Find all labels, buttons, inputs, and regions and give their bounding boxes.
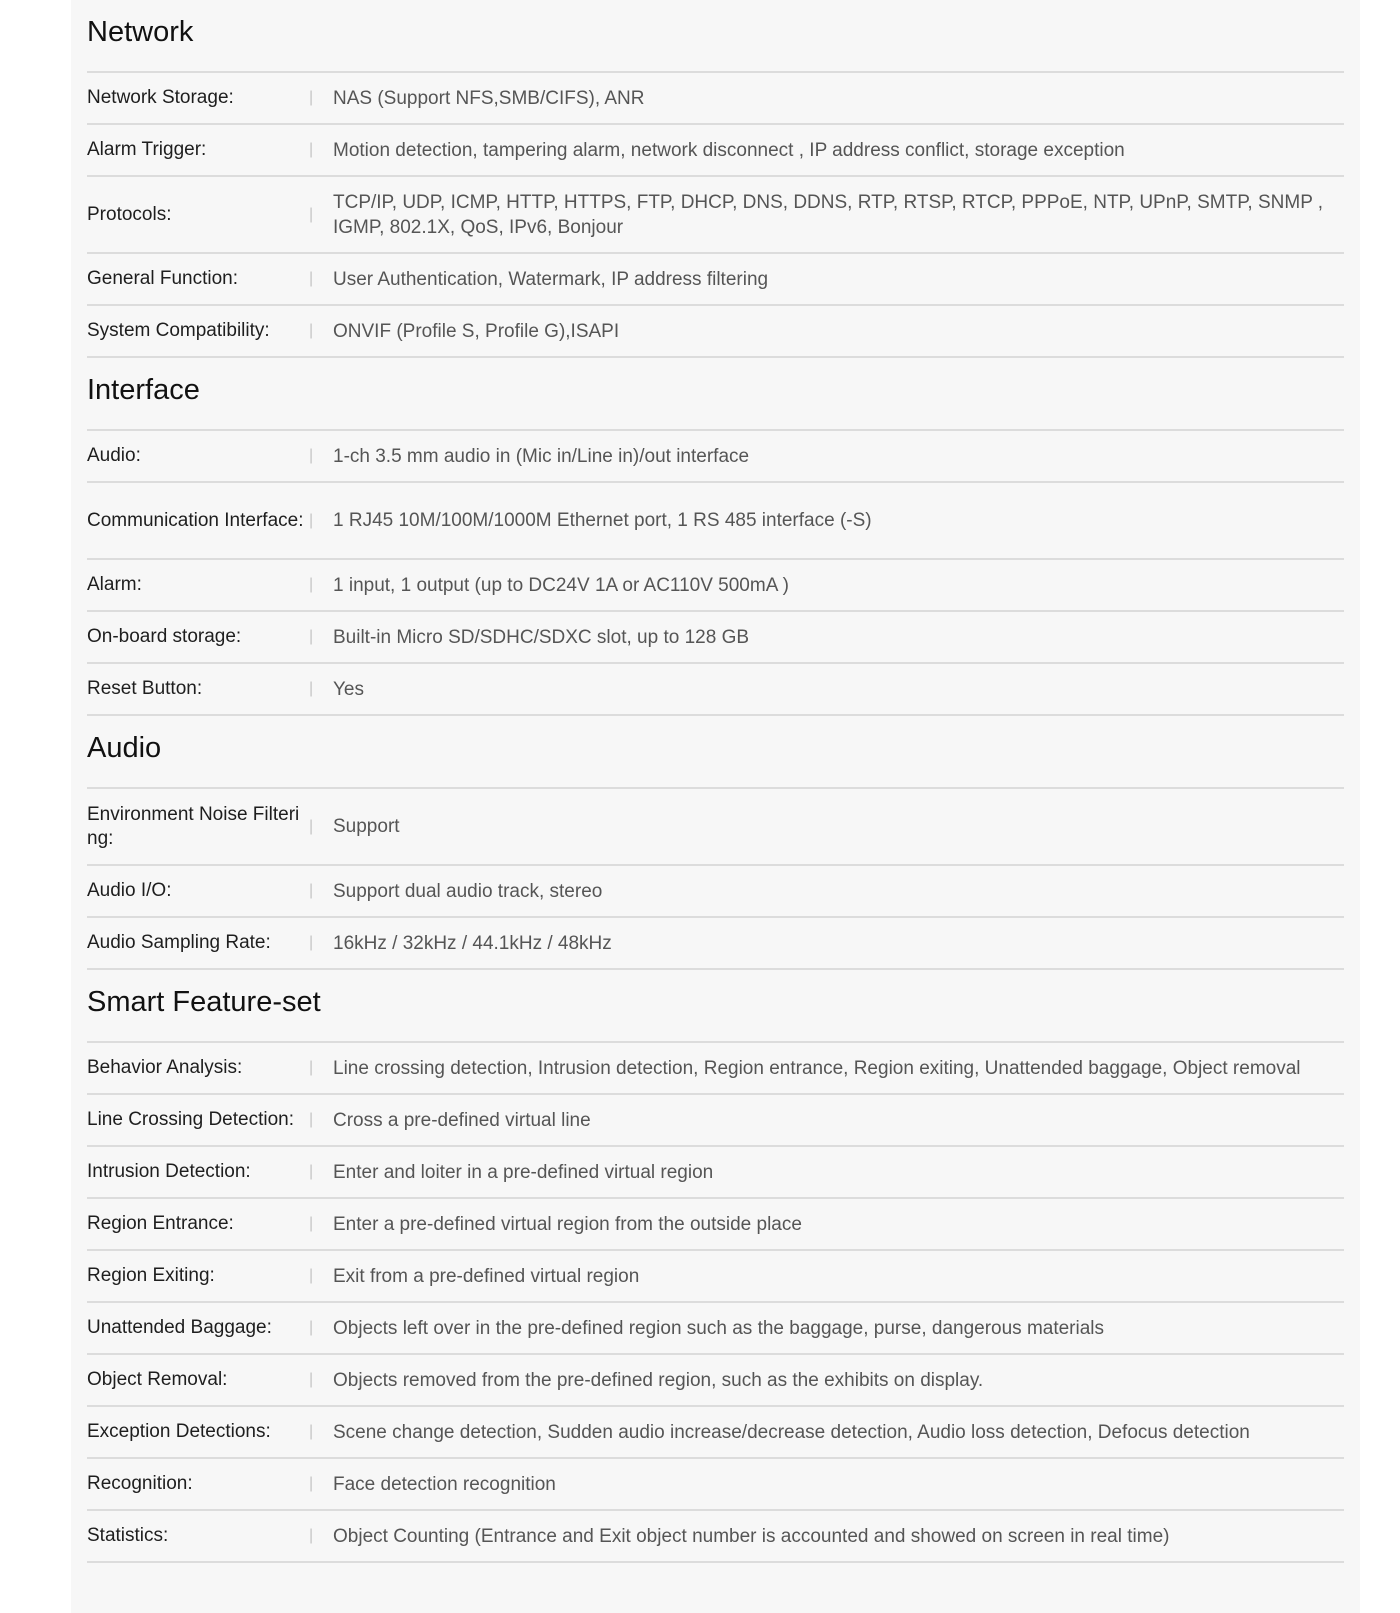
spec-label: Environment Noise Filtering: [87, 803, 300, 849]
separator: | [309, 205, 314, 223]
spec-label: Protocols: [87, 203, 172, 225]
separator: | [309, 1371, 314, 1388]
spec-value: 1 input, 1 output (up to DC24V 1A or AC110V 500mA ) [333, 574, 789, 596]
spec-label: Audio Sampling Rate: [87, 932, 271, 953]
spec-row-system-compatibility [87, 306, 1344, 358]
spec-value: NAS (Support NFS,SMB/CIFS), ANR [333, 87, 645, 109]
spec-value: 1-ch 3.5 mm audio in (Mic in/Line in)/out interface [333, 445, 750, 467]
spec-row-behavior-analysis [87, 1043, 1344, 1095]
spec-row-audio-sampling-rate [87, 918, 1344, 970]
spec-label: Intrusion Detection: [87, 1161, 251, 1182]
separator: | [309, 1215, 314, 1232]
spec-label: Exception Detections: [87, 1421, 271, 1442]
spec-label: On-board storage: [87, 626, 242, 647]
separator: | [309, 628, 314, 645]
spec-row-general-function [87, 254, 1344, 306]
spec-row-audio-io [87, 866, 1344, 918]
spec-row-unattended-baggage [87, 1303, 1344, 1355]
spec-label: Alarm Trigger: [87, 139, 207, 160]
separator: | [309, 447, 314, 464]
spec-value: Scene change detection, Sudden audio increase/decrease detection, Audio loss detection, Defocus detection [333, 1421, 1250, 1443]
spec-row-reset-button [87, 664, 1344, 716]
separator: | [309, 680, 314, 697]
spec-label: Recognition: [87, 1473, 193, 1494]
spec-row-network-storage [87, 73, 1344, 125]
separator: | [309, 576, 314, 593]
spec-value: Enter and loiter in a pre-defined virtual region [333, 1161, 714, 1183]
separator: | [309, 934, 314, 951]
separator: | [309, 1423, 314, 1440]
spec-value: Cross a pre-defined virtual line [333, 1109, 591, 1131]
spec-value: Objects removed from the pre-defined region, such as the exhibits on display. [333, 1369, 984, 1391]
spec-label: General Function: [87, 268, 239, 289]
spec-row-noise-filtering [87, 789, 1344, 866]
spec-label: Communication Interface: [87, 509, 304, 531]
spec-row-audio [87, 431, 1344, 483]
spec-row-communication-interface [87, 483, 1344, 560]
spec-label: Unattended Baggage: [87, 1317, 272, 1338]
spec-label: Audio I/O: [87, 880, 172, 901]
separator: | [309, 1527, 314, 1544]
separator: | [309, 882, 314, 899]
spec-row-line-crossing [87, 1095, 1344, 1147]
spec-row-alarm [87, 560, 1344, 612]
spec-value: Motion detection, tampering alarm, network disconnect , IP address conflict, storage exception [333, 139, 1125, 161]
spec-content [87, 0, 1344, 1563]
separator: | [309, 1163, 314, 1180]
spec-label: Region Entrance: [87, 1213, 234, 1234]
spec-label: Object Removal: [87, 1369, 228, 1390]
spec-row-recognition [87, 1459, 1344, 1511]
separator: | [309, 270, 314, 287]
spec-row-statistics [87, 1511, 1344, 1563]
section-title-smart-feature-set: Smart Feature-set [87, 970, 1344, 1043]
separator: | [309, 89, 314, 106]
spec-row-region-entrance [87, 1199, 1344, 1251]
spec-value: Built-in Micro SD/SDHC/SDXC slot, up to 128 GB [333, 626, 750, 648]
spec-label: Statistics: [87, 1525, 169, 1546]
spec-value: ONVIF (Profile S, Profile G),ISAPI [333, 320, 620, 342]
section-audio [87, 716, 1344, 970]
section-interface [87, 358, 1344, 716]
separator: | [309, 1475, 314, 1492]
spec-row-region-exiting [87, 1251, 1344, 1303]
spec-row-protocols [87, 177, 1344, 254]
separator: | [309, 511, 314, 529]
separator: | [309, 1111, 314, 1128]
spec-label: Alarm: [87, 574, 142, 595]
spec-row-alarm-trigger [87, 125, 1344, 177]
spec-value: Face detection recognition [333, 1473, 556, 1495]
spec-value: Yes [333, 678, 364, 700]
spec-value: TCP/IP, UDP, ICMP, HTTP, HTTPS, FTP, DHCP, DNS, DDNS, RTP, RTSP, RTCP, PPPoE, NTP, UPnP, SMTP, SNMP , IGMP, 802.1X, QoS, IPv6, Bonjour [333, 191, 1324, 238]
spec-value: Objects left over in the pre-defined region such as the baggage, purse, dangerous materials [333, 1317, 1105, 1339]
separator: | [309, 1319, 314, 1336]
spec-label: Region Exiting: [87, 1265, 215, 1286]
spec-value: Support dual audio track, stereo [333, 880, 603, 902]
spec-value: 16kHz / 32kHz / 44.1kHz / 48kHz [333, 932, 612, 954]
separator: | [309, 141, 314, 158]
spec-row-object-removal [87, 1355, 1344, 1407]
spec-value: User Authentication, Watermark, IP address filtering [333, 268, 769, 290]
section-title-interface: Interface [87, 358, 1344, 431]
separator: | [309, 817, 314, 835]
section-smart-feature-set [87, 970, 1344, 1563]
spec-label: Audio: [87, 445, 141, 466]
spec-value: Exit from a pre-defined virtual region [333, 1265, 640, 1287]
separator: | [309, 1059, 314, 1076]
spec-value: Line crossing detection, Intrusion detection, Region entrance, Region exiting, Unattended baggage, Object removal [333, 1057, 1301, 1079]
spec-row-intrusion-detection [87, 1147, 1344, 1199]
spec-label: Network Storage: [87, 87, 234, 108]
spec-label: Line Crossing Detection: [87, 1109, 294, 1130]
spec-panel [71, 0, 1360, 1613]
spec-value: Enter a pre-defined virtual region from the outside place [333, 1213, 802, 1235]
spec-value: Support [333, 816, 400, 837]
spec-row-onboard-storage [87, 612, 1344, 664]
spec-label: Behavior Analysis: [87, 1057, 243, 1078]
spec-label: System Compatibility: [87, 320, 270, 341]
section-network [87, 0, 1344, 358]
spec-label: Reset Button: [87, 678, 203, 699]
separator: | [309, 322, 314, 339]
spec-row-exception-detections [87, 1407, 1344, 1459]
spec-value: 1 RJ45 10M/100M/1000M Ethernet port, 1 RS 485 interface (-S) [333, 510, 872, 531]
spec-value: Object Counting (Entrance and Exit object number is accounted and showed on screen in real time) [333, 1525, 1170, 1547]
section-title-audio: Audio [87, 716, 1344, 789]
section-title-network: Network [87, 0, 1344, 73]
separator: | [309, 1267, 314, 1284]
